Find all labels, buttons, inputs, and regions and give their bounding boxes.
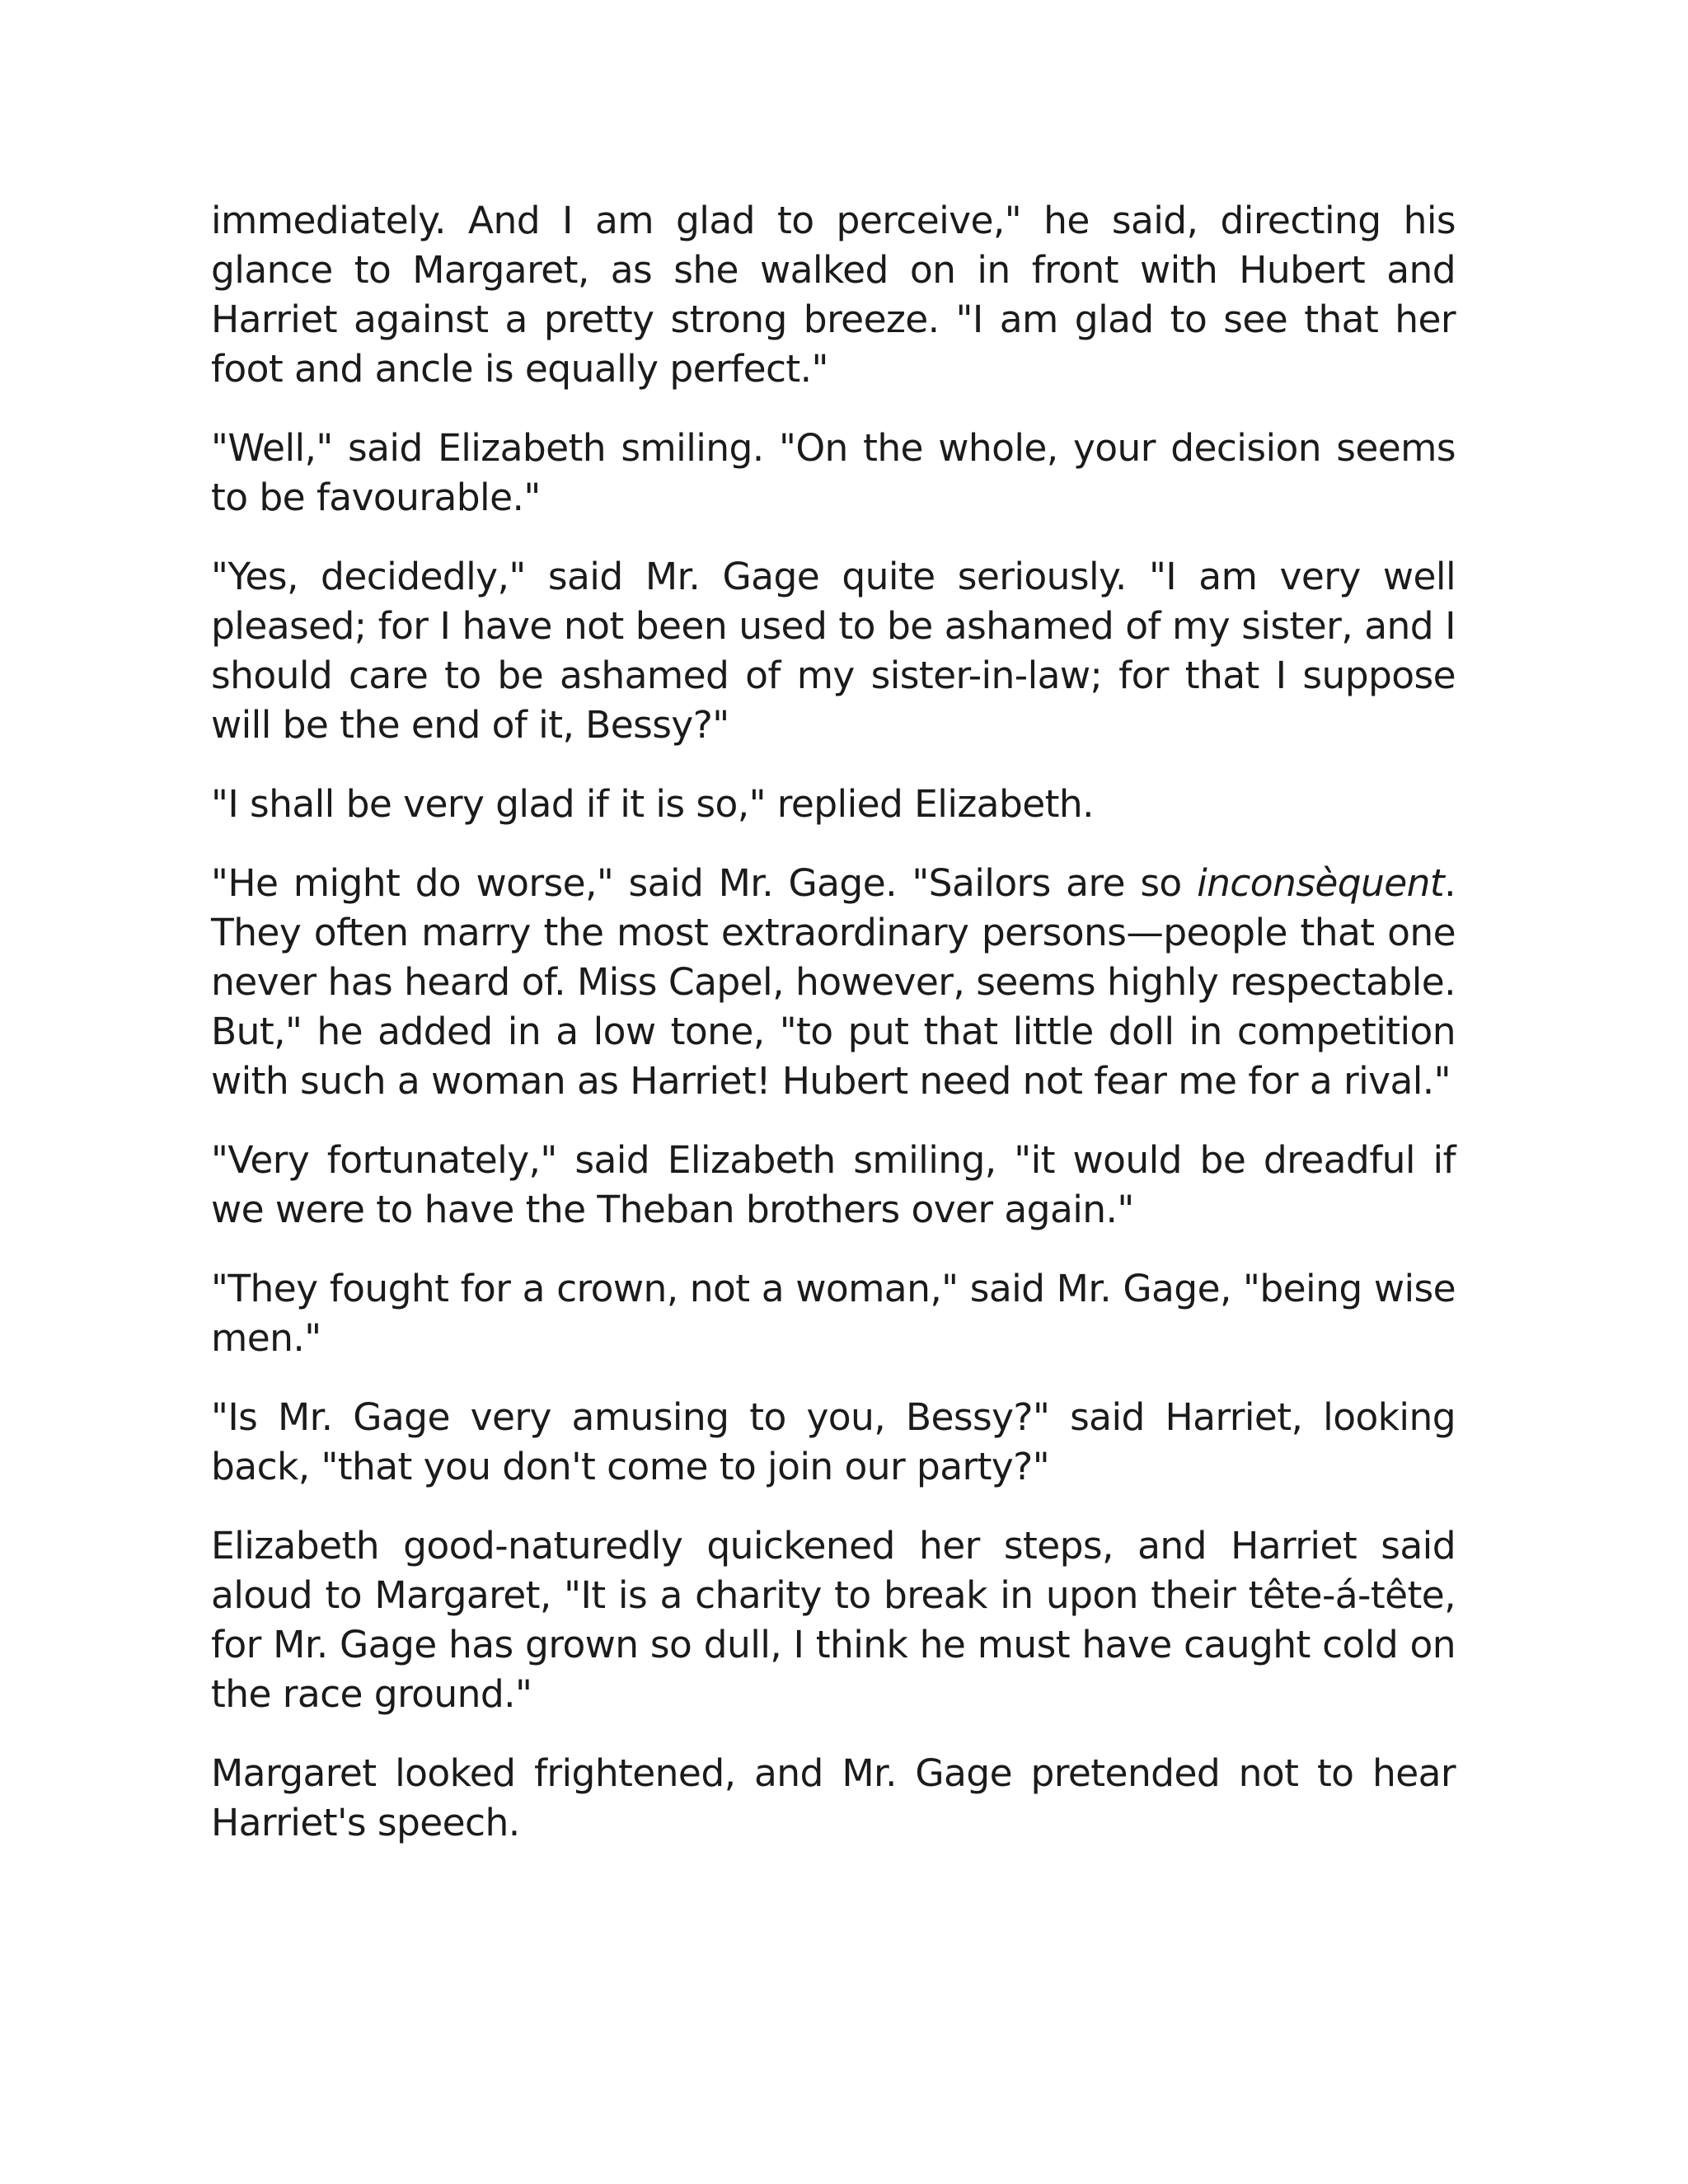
italic-word: inconsèquent <box>1197 861 1445 905</box>
paragraph-8 <box>211 1393 1456 1492</box>
paragraph-text: "He might do worse," said Mr. Gage. "Sailors are so <box>211 861 1198 905</box>
paragraph-1 <box>211 196 1456 394</box>
paragraph-3 <box>211 552 1456 750</box>
paragraph-2 <box>211 424 1456 523</box>
paragraph-text: Elizabeth good-naturedly quickened her steps, and Harriet said aloud to Margaret, "It is a charity to break in upon their tête-á-tête, for Mr. Gage has grown so dull, I think he must have caught cold on the race ground." <box>211 1524 1456 1716</box>
paragraph-text: Margaret looked frightened, and Mr. Gage pretended not to hear Harriet's speech. <box>211 1751 1456 1844</box>
paragraph-text: "They fought for a crown, not a woman," said Mr. Gage, "being wise men." <box>211 1267 1456 1360</box>
paragraph-text: "Is Mr. Gage very amusing to you, Bessy?" said Harriet, looking back, "that you don't come to join our party?" <box>211 1395 1456 1488</box>
paragraph-10 <box>211 1749 1456 1848</box>
paragraph-5 <box>211 859 1456 1106</box>
paragraph-text: "Yes, decidedly," said Mr. Gage quite seriously. "I am very well pleased; for I have not been used to be ashamed of my sister, and I should care to be ashamed of my sister-in-law; for that I suppose will be the end of it, Bessy?" <box>211 555 1456 747</box>
paragraph-7 <box>211 1264 1456 1363</box>
paragraph-6 <box>211 1136 1456 1235</box>
paragraph-text: "Very fortunately," said Elizabeth smiling, "it would be dreadful if we were to have the Theban brothers over again." <box>211 1138 1456 1231</box>
paragraph-9 <box>211 1521 1456 1719</box>
paragraph-text: "Well," said Elizabeth smiling. "On the whole, your decision seems to be favourable." <box>211 426 1456 519</box>
paragraph-text: . They often marry the most extraordinary persons—people that one never has heard of. Miss Capel, however, seems highly respectable. But," he added in a low tone, "to put that little doll in competition with such a woman as Harriet! Hubert need not fear me for a rival." <box>211 861 1456 1103</box>
paragraph-text: immediately. And I am glad to perceive," he said, directing his glance to Margaret, as she walked on in front with Hubert and Harriet against a pretty strong breeze. "I am glad to see that her foot and ancle is equally perfect." <box>211 199 1456 391</box>
document-page <box>211 196 1456 1848</box>
paragraph-text: "I shall be very glad if it is so," replied Elizabeth. <box>211 782 1094 826</box>
paragraph-4 <box>211 780 1456 829</box>
